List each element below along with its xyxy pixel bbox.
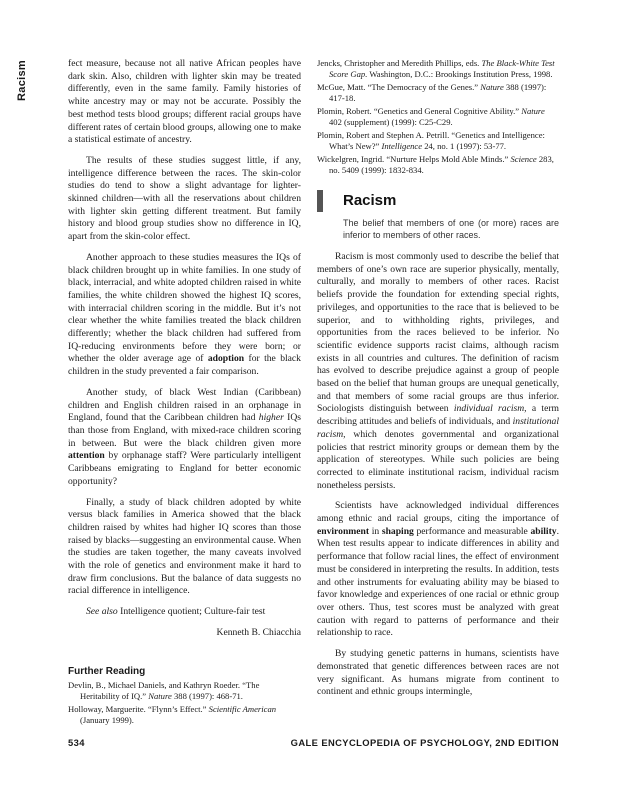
- reference-item: McGue, Matt. “The Democracy of the Genes.” Nature 388 (1997): 417-18.: [317, 82, 547, 103]
- paragraph: Another approach to these studies measures the IQs of black children brought up in white families. In one study of black, interracial, and white adopted children raised in white families, the white children showed the highest IQ scores, with interracial children scoring in the middle. But it’s not clear whether the white families treated the black children differently; whether the black children had suffered from IQ-reducing environments before they were born; or whether the older average age of adoption for the black children in the study prevented a fair comparison.: [68, 251, 301, 378]
- further-reading-heading: Further Reading: [68, 665, 146, 677]
- paragraph: By studying genetic patterns in humans, scientists have demonstrated that genetic differences between races are not very significant. As humans migrate from continent to continent and ethnic groups intermingle,: [317, 648, 559, 698]
- glossary-link-adoption[interactable]: adoption: [207, 353, 245, 365]
- paragraph: Scientists have acknowledged individual differences among ethnic and racial groups, citing the importance of environment in shaping performance and measurable ability. When test results appear to indicate differences in ability and performance that follow racial lines, the effect of environment must be considered in interpreting the results. In addition, tests and other instruments for evaluating ability may be biased to favor knowledge and experiences of one racial or ethnic group over others. Thus, test scores must be analyzed with great caution with regard to patterns of performance and their relationship to race.: [317, 500, 559, 639]
- paragraph: Finally, a study of black children adopted by white versus black families in America showed that the black children raised by whites had higher IQ scores than those raised by blacks—suggesting an environmental cause. When the studies are taken together, the many caveats involved with the role of genetics and environment make it hard to draw firm conclusions. But the balance of data suggests no racial difference in intelligence.: [68, 496, 301, 597]
- reference-item: Plomin, Robert. “Genetics and General Cognitive Ability.” Nature 402 (supplement) (1999): C25-C29.: [317, 106, 545, 127]
- reference-item: Jencks, Christopher and Meredith Phillips, eds. The Black-White Test Score Gap. Washington, D.C.: Brookings Institution Press, 1998.: [317, 58, 555, 79]
- entry-title: Racism: [343, 192, 397, 209]
- section-side-tab: Racism: [16, 60, 28, 101]
- glossary-link-attention[interactable]: attention: [68, 450, 105, 462]
- reference-item: Devlin, B., Michael Daniels, and Kathryn Roeder. “The Heritability of IQ.” Nature 388 (1997): 468-71.: [68, 680, 260, 702]
- entry-definition: The belief that members of one (or more) races are inferior to members of other races.: [343, 218, 559, 240]
- see-also-links[interactable]: Intelligence quotient; Culture-fair test: [120, 606, 266, 618]
- reference-item: Holloway, Marguerite. “Flynn’s Effect.” Scientific American (January 1999).: [68, 704, 277, 726]
- see-also: See also Intelligence quotient; Culture-fair test: [86, 606, 266, 618]
- left-column: [68, 58, 301, 728]
- paragraph: The results of these studies suggest little, if any, intelligence difference between the races. The skin-color studies do tend to show a slight advantage for lighter-skinned children—with all the reservations about children with lighter skin getting different treatment. But family history and blood group studies show no difference in IQ, apart from the skin-color effect.: [68, 154, 301, 243]
- page-number: 534: [68, 737, 85, 748]
- page-footer: [68, 737, 559, 748]
- glossary-link-ability[interactable]: ability: [530, 525, 557, 537]
- reference-item: Wickelgren, Ingrid. “Nurture Helps Mold Able Minds.” Science 283, no. 5409 (1999): 1832-834.: [317, 154, 554, 175]
- paragraph: Another study, of black West Indian (Caribbean) children and English children raised in an orphanage in England, found that the Caribbean children had higher IQs than those from England, with mixed-race children scoring in between. But were the black children given more attention by orphanage staff? Were particularly intelligent Caribbeans emigrating to England for better economic opportunity?: [68, 386, 301, 487]
- right-column: [317, 58, 559, 707]
- reference-item: Plomin, Robert and Stephen A. Petrill. “Genetics and Intelligence: What’s New?” Intelligence 24, no. 1 (1997): 53-77.: [317, 130, 545, 151]
- paragraph: fect measure, because not all native African peoples have dark skin. Also, children with lighter skin may be treated differently, even in the same family. Family histories of white ancestry may or may not be accurate. Possibly the best method tests blood groups; different racial groups have different rates of certain blood groups, allowing one to make a statistical estimate of ancestry.: [68, 58, 301, 146]
- entry-header: [317, 190, 559, 212]
- author-credit: Kenneth B. Chiacchia: [216, 626, 301, 638]
- paragraph: Racism is most commonly used to describe the belief that members of one’s own race are superior physically, mentally, culturally, and morally to members of other races. Racist beliefs provide the foundation for extending special rights, privileges, and opportunities to the race that is believed to be superior, and to withholding rights, privileges, and opportunities from the races believed to be inferior. No scientific evidence supports racist claims, although racism exists in all countries and cultures. The definition of racism has evolved to describe prejudice against a group of people based on the belief that human groups are unequal genetically, and that members of some racial groups are thus inferior. Sociologists distinguish between individual racism, a term describing attitudes and beliefs of individuals, and institutional racism, which denotes governmental and organizational policies that restrict minority groups or demean them by the application of stereotypes. While such policies are being corrected to eliminate institutional racism, individual racism nonetheless persists.: [317, 251, 559, 491]
- publication-title: GALE ENCYCLOPEDIA OF PSYCHOLOGY, 2ND EDITION: [290, 737, 559, 748]
- glossary-link-shaping[interactable]: shaping: [381, 525, 414, 537]
- glossary-link-environment[interactable]: environment: [317, 525, 370, 537]
